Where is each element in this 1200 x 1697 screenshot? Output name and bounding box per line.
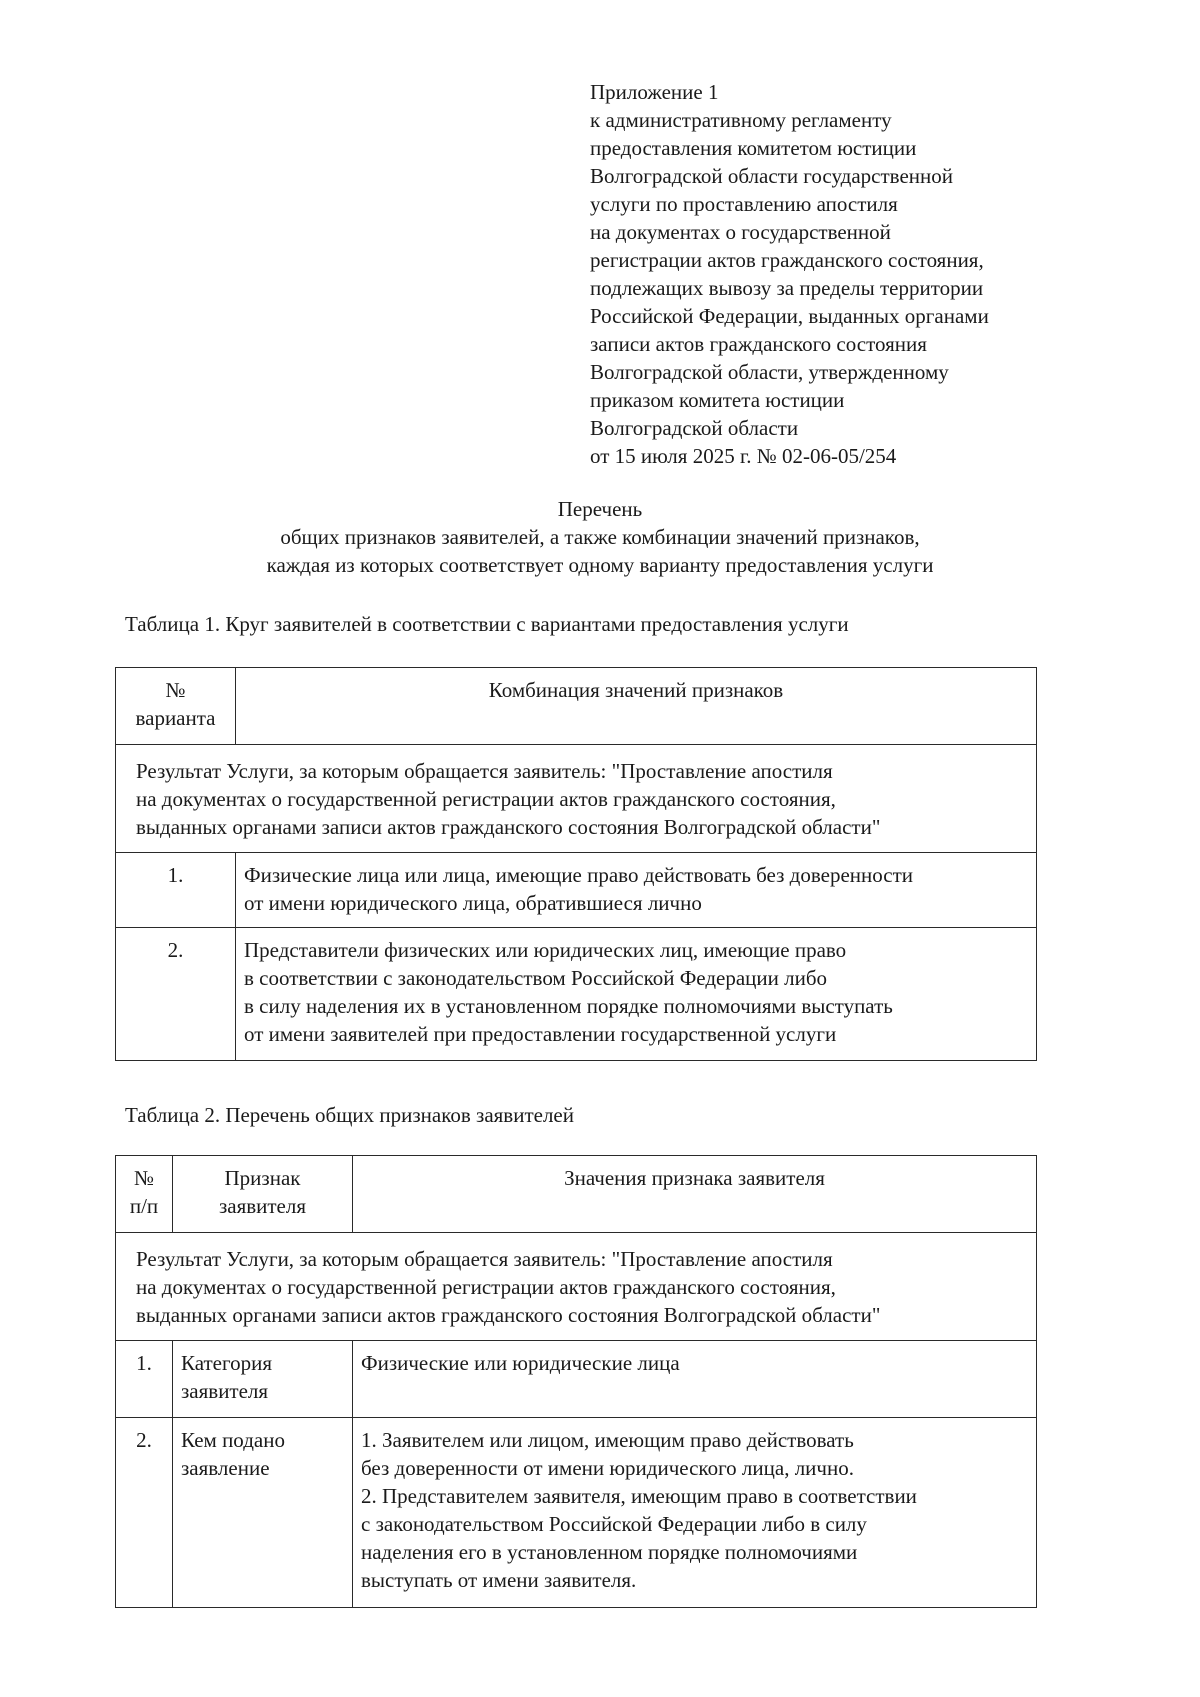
table1-caption: Таблица 1. Круг заявителей в соответствии с вариантами предоставления услуги xyxy=(125,612,849,636)
header-cell-variant xyxy=(116,668,236,745)
document-title xyxy=(0,495,1200,579)
table-header-row xyxy=(116,668,1037,745)
appendix-line: Волгоградской области, утвержденному xyxy=(590,360,949,384)
row-feature xyxy=(173,1418,353,1608)
table-row xyxy=(116,1341,1037,1418)
row-text xyxy=(236,928,1037,1061)
row-text-line: от имени юридического лица, обратившиеся лично xyxy=(244,891,702,915)
appendix-line: приказом комитета юстиции xyxy=(590,388,845,412)
row-feature xyxy=(173,1341,353,1418)
row-number xyxy=(116,1341,173,1418)
result-text: выданных органами записи актов гражданского состояния Волгоградской области" xyxy=(136,1303,881,1327)
row-number xyxy=(116,853,236,928)
row-feature-line: заявителя xyxy=(181,1379,269,1403)
row-value-line: без доверенности от имени юридического лица, лично. xyxy=(361,1456,854,1480)
header-text: варианта xyxy=(135,706,216,730)
appendix-line: Российской Федерации, выданных органами xyxy=(590,304,989,328)
row-number xyxy=(116,928,236,1061)
table2 xyxy=(115,1155,1037,1608)
appendix-line: подлежащих вывозу за пределы территории xyxy=(590,276,984,300)
appendix-line: услуги по проставлению апостиля xyxy=(590,192,898,216)
appendix-line: регистрации актов гражданского состояния, xyxy=(590,248,984,272)
header-text: № xyxy=(133,1166,155,1190)
result-text: на документах о государственной регистрации актов гражданского состояния, xyxy=(136,787,836,811)
row-value-line: выступать от имени заявителя. xyxy=(361,1568,637,1592)
header-text: заявителя xyxy=(218,1194,307,1218)
header-text: Значения признака заявителя xyxy=(564,1166,825,1190)
header-cell-combination xyxy=(236,668,1037,745)
row-value-line: 1. Заявителем или лицом, имеющим право действовать xyxy=(361,1428,854,1452)
appendix-line: Волгоградской области государственной xyxy=(590,164,953,188)
title-line: общих признаков заявителей, а также комбинации значений признаков, xyxy=(280,525,920,549)
table2-caption: Таблица 2. Перечень общих признаков заявителей xyxy=(125,1103,574,1127)
title-heading: Перечень xyxy=(557,497,643,521)
row-text-line: Физические лица или лица, имеющие право действовать без доверенности xyxy=(244,863,914,887)
appendix-line: к административному регламенту xyxy=(590,108,892,132)
header-cell-values xyxy=(353,1156,1037,1233)
row-text-line: в соответствии с законодательством Российской Федерации либо xyxy=(244,966,828,990)
row-text-line: от имени заявителей при предоставлении государственной услуги xyxy=(244,1022,837,1046)
header-text: Комбинация значений признаков xyxy=(488,678,784,702)
result-row xyxy=(116,1233,1037,1341)
row-number-text: 1. xyxy=(167,863,184,887)
appendix-line: записи актов гражданского состояния xyxy=(590,332,927,356)
result-text: Результат Услуги, за которым обращается заявитель: "Проставление апостиля xyxy=(136,1247,833,1271)
row-text-line: в силу наделения их в установленном порядке полномочиями выступать xyxy=(244,994,893,1018)
result-cell xyxy=(116,1233,1037,1341)
result-text: на документах о государственной регистрации актов гражданского состояния, xyxy=(136,1275,836,1299)
row-value-line: 2. Представителем заявителя, имеющим право в соответствии xyxy=(361,1484,917,1508)
row-number xyxy=(116,1418,173,1608)
appendix-line: предоставления комитетом юстиции xyxy=(590,136,917,160)
row-feature-line: заявление xyxy=(181,1456,270,1480)
table-header-row xyxy=(116,1156,1037,1233)
header-cell-number xyxy=(116,1156,173,1233)
result-text: Результат Услуги, за которым обращается заявитель: "Проставление апостиля xyxy=(136,759,833,783)
row-value xyxy=(353,1418,1037,1608)
header-text: п/п xyxy=(129,1194,159,1218)
row-value xyxy=(353,1341,1037,1418)
result-row xyxy=(116,745,1037,853)
table-row xyxy=(116,1418,1037,1608)
appendix-line: Приложение 1 xyxy=(590,80,719,104)
row-value-line: наделения его в установленном порядке полномочиями xyxy=(361,1540,858,1564)
row-text xyxy=(236,853,1037,928)
appendix-header xyxy=(590,78,1150,470)
row-feature-line: Кем подано xyxy=(181,1428,285,1452)
row-feature-line: Категория xyxy=(181,1351,272,1375)
title-line: каждая из которых соответствует одному варианту предоставления услуги xyxy=(266,553,934,577)
row-number-text: 2. xyxy=(136,1428,152,1452)
row-text-line: Представители физических или юридических лиц, имеющие право xyxy=(244,938,847,962)
header-cell-feature xyxy=(173,1156,353,1233)
table-row xyxy=(116,928,1037,1061)
appendix-line: от 15 июля 2025 г. № 02-06-05/254 xyxy=(590,444,897,468)
header-text: № xyxy=(165,678,186,702)
row-value-line: с законодательством Российской Федерации либо в силу xyxy=(361,1512,867,1536)
appendix-line: на документах о государственной xyxy=(590,220,891,244)
result-text: выданных органами записи актов гражданского состояния Волгоградской области" xyxy=(136,815,881,839)
table-row xyxy=(116,853,1037,928)
result-cell xyxy=(116,745,1037,853)
row-value-line: Физические или юридические лица xyxy=(361,1351,680,1375)
table1 xyxy=(115,667,1037,1061)
appendix-line: Волгоградской области xyxy=(590,416,799,440)
row-number-text: 2. xyxy=(167,938,184,962)
header-text: Признак xyxy=(224,1166,301,1190)
row-number-text: 1. xyxy=(136,1351,152,1375)
